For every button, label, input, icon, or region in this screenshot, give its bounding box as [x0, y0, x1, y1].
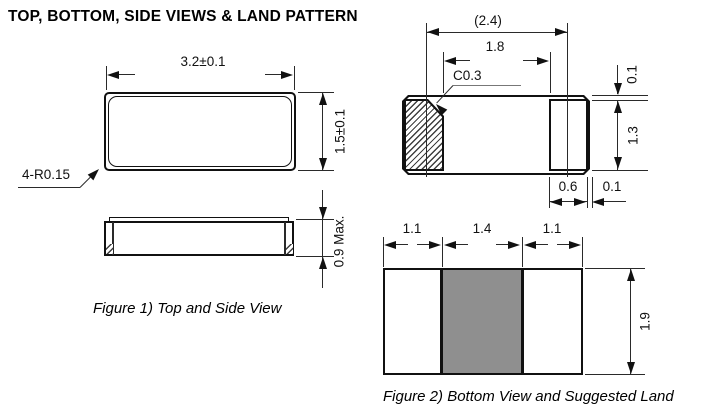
arrowhead: [319, 207, 327, 219]
ext-line: [298, 92, 334, 93]
dim-label-edge-margin: 0.1: [602, 179, 622, 194]
dim-line: [456, 244, 468, 245]
arrowhead: [319, 93, 327, 105]
dim-label-chamfer: C0.3: [453, 68, 482, 83]
arrowhead: [281, 71, 293, 79]
leader-line: [18, 187, 80, 188]
ext-line: [592, 95, 648, 96]
dim-line: [557, 244, 569, 245]
arrowhead: [384, 241, 396, 249]
ext-line: [426, 23, 427, 177]
leader-line: [453, 85, 521, 86]
arrowhead: [574, 198, 586, 206]
arrowhead: [555, 28, 567, 36]
ext-line: [522, 237, 523, 267]
dim-line: [523, 60, 537, 61]
dim-line: [456, 60, 470, 61]
arrowhead: [592, 198, 604, 206]
dim-line: [396, 244, 408, 245]
arrowhead: [627, 362, 635, 374]
dim-line: [427, 32, 567, 33]
dim-label-pad-gap: 1.8: [485, 39, 505, 54]
dim-label-overall-width: (2.4): [474, 13, 502, 28]
dim-label-top-height: 1.5±0.1: [332, 109, 348, 154]
dim-line: [322, 190, 323, 288]
side-view-terminal-pad: [106, 244, 113, 254]
dim-line: [604, 201, 626, 202]
dim-label-pad-height: 1.3: [625, 126, 641, 145]
ext-line: [296, 219, 334, 220]
land-pattern-left-pad: [383, 268, 442, 375]
arrowhead: [614, 101, 622, 113]
figure2-caption: Figure 2) Bottom View and Suggested Land: [383, 388, 674, 405]
dim-line: [630, 268, 631, 375]
dim-line: [496, 244, 508, 245]
arrowhead: [427, 28, 439, 36]
dim-label-corner-radius: 4-R0.15: [22, 167, 71, 182]
bottom-view-right-pad: [549, 99, 588, 171]
dim-label-pad-width: 0.6: [558, 179, 578, 194]
dim-line: [265, 74, 281, 75]
dim-label-top-width: 3.2±0.1: [180, 54, 226, 69]
dim-label-top-margin: 0.1: [624, 65, 640, 84]
ext-line: [294, 66, 295, 90]
arrowhead: [444, 57, 456, 65]
dim-label-land-height: 1.9: [637, 312, 653, 331]
top-view-inner-outline: [108, 96, 292, 167]
arrowhead: [319, 158, 327, 170]
land-pattern-center: [442, 268, 522, 375]
ext-line: [298, 170, 334, 171]
dim-line: [536, 244, 548, 245]
page-title: TOP, BOTTOM, SIDE VIEWS & LAND PATTERN: [8, 8, 358, 25]
dim-label-land-left: 1.1: [402, 221, 422, 236]
side-view-body: [104, 221, 294, 256]
ext-line: [585, 374, 645, 375]
ext-line: [442, 237, 443, 267]
arrowhead: [550, 198, 562, 206]
arrowhead: [627, 269, 635, 281]
dim-line: [417, 244, 429, 245]
figure1-caption: Figure 1) Top and Side View: [93, 300, 282, 317]
arrowhead: [614, 83, 622, 95]
arrowhead: [319, 257, 327, 269]
arrowhead: [444, 241, 456, 249]
ext-line: [592, 170, 648, 171]
ext-line: [296, 256, 334, 257]
arrowhead: [107, 71, 119, 79]
dim-line: [119, 74, 135, 75]
ext-line: [567, 23, 568, 177]
ext-line: [582, 237, 583, 267]
arrowhead: [569, 241, 581, 249]
dim-label-land-center: 1.4: [472, 221, 492, 236]
dim-label-side-height: 0.9 Max.: [331, 215, 347, 268]
arrowhead: [524, 241, 536, 249]
arrowhead: [508, 241, 520, 249]
land-pattern-right-pad: [522, 268, 583, 375]
arrowhead: [614, 157, 622, 169]
dim-label-land-right: 1.1: [542, 221, 562, 236]
ext-line: [550, 52, 551, 93]
arrowhead: [537, 57, 549, 65]
side-view-terminal-pad: [286, 244, 293, 254]
ext-line: [585, 268, 645, 269]
arrowhead: [429, 241, 441, 249]
